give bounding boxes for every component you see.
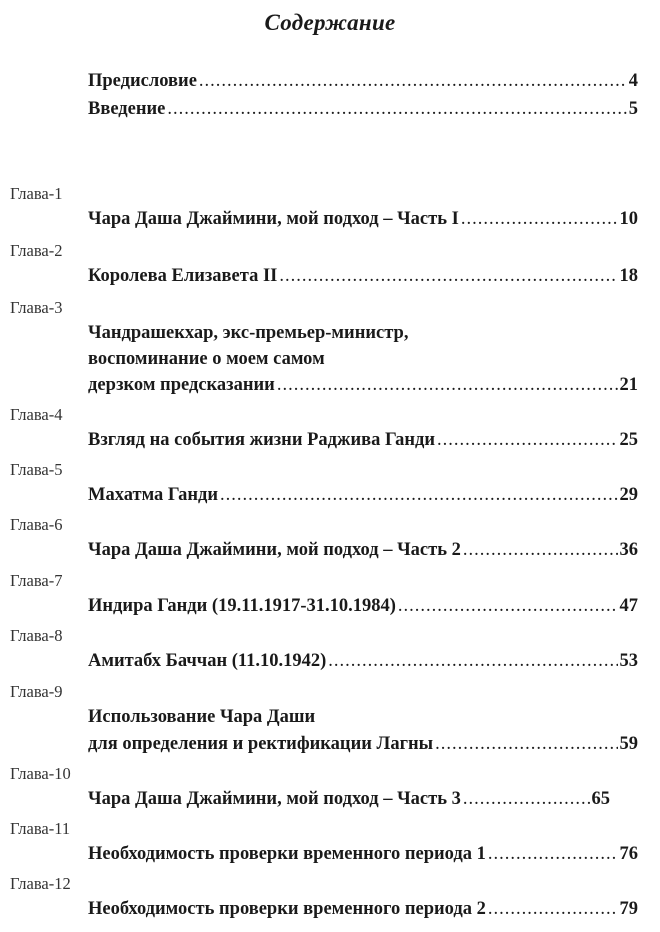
dot-leader bbox=[277, 375, 618, 396]
toc-entry-chapter-8 bbox=[88, 651, 638, 672]
chapter-label: Глава-7 bbox=[10, 571, 63, 590]
dot-leader bbox=[461, 209, 618, 230]
toc-entry-title: Королева Елизавета II bbox=[88, 266, 278, 286]
toc-entry-title: Необходимость проверки временного периода 1 bbox=[88, 844, 486, 864]
toc-entry-chapter-7 bbox=[88, 596, 638, 617]
toc-entry-chapter-10 bbox=[88, 789, 610, 810]
toc-entry-title: Чара Даша Джаймини, мой подход – Часть I bbox=[88, 209, 459, 229]
toc-entry-chapter-2 bbox=[88, 266, 638, 287]
dot-leader bbox=[279, 266, 617, 287]
chapter-label: Глава-1 bbox=[10, 184, 63, 203]
chapter-label: Глава-9 bbox=[10, 682, 63, 701]
page-title: Содержание bbox=[264, 10, 396, 35]
toc-entry-page: 65 bbox=[591, 789, 610, 809]
chapter-label: Глава-8 bbox=[10, 626, 63, 645]
toc-entry-title: Введение bbox=[88, 99, 166, 119]
dot-leader bbox=[199, 71, 627, 92]
toc-entry-page: 18 bbox=[619, 266, 638, 286]
chapter-label: Глава-3 bbox=[10, 298, 63, 317]
dot-leader bbox=[488, 844, 618, 865]
toc-entry-preface bbox=[88, 71, 638, 92]
toc-entry-page: 79 bbox=[619, 899, 638, 919]
toc-entry-page: 47 bbox=[619, 596, 638, 616]
toc-entry-chapter-6 bbox=[88, 540, 638, 561]
toc-entry-page: 5 bbox=[628, 99, 638, 119]
chapter-label: Глава-6 bbox=[10, 515, 63, 534]
dot-leader bbox=[398, 596, 618, 617]
toc-entry-page: 10 bbox=[619, 209, 638, 229]
toc-entry-title: Махатма Ганди bbox=[88, 485, 218, 505]
toc-entry-introduction bbox=[88, 99, 638, 120]
toc-entry-chapter-1 bbox=[88, 209, 638, 230]
chapter-label: Глава-4 bbox=[10, 405, 63, 424]
dot-leader bbox=[435, 734, 617, 755]
toc-entry-page: 53 bbox=[619, 651, 638, 671]
dot-leader bbox=[328, 651, 617, 672]
toc-entry-title: Предисловие bbox=[88, 71, 197, 91]
toc-entry-chapter-11 bbox=[88, 844, 638, 865]
toc-entry-title: Необходимость проверки временного периода 2 bbox=[88, 899, 486, 919]
toc-entry-chapter-4 bbox=[88, 430, 638, 451]
dot-leader bbox=[167, 99, 626, 120]
toc-entry-title: дерзком предсказании bbox=[88, 375, 275, 395]
toc-entry-page: 21 bbox=[619, 375, 638, 395]
dot-leader bbox=[488, 899, 618, 920]
toc-entry-page: 25 bbox=[619, 430, 638, 450]
toc-entry-page: 29 bbox=[619, 485, 638, 505]
dot-leader bbox=[220, 485, 618, 506]
toc-entry-title-line: воспоминание о моем самом bbox=[88, 349, 325, 369]
toc-entry-page: 59 bbox=[619, 734, 638, 754]
toc-entry-chapter-5 bbox=[88, 485, 638, 506]
toc-entry-title: Амитабх Баччан (11.10.1942) bbox=[88, 651, 327, 671]
toc-entry-title-line: Чандрашекхар, экс-премьер-министр, bbox=[88, 323, 409, 343]
toc-entry-title-line: Использование Чара Даши bbox=[88, 707, 316, 727]
chapter-label: Глава-12 bbox=[10, 874, 71, 893]
toc-entry-title: Взгляд на события жизни Раджива Ганди bbox=[88, 430, 436, 450]
toc-entry-page: 4 bbox=[628, 71, 638, 91]
chapter-label: Глава-10 bbox=[10, 764, 71, 783]
toc-entry-title: Чара Даша Джаймини, мой подход – Часть 3 bbox=[88, 789, 461, 809]
toc-entry-chapter-12 bbox=[88, 899, 638, 920]
chapter-label: Глава-5 bbox=[10, 460, 63, 479]
dot-leader bbox=[463, 540, 618, 561]
dot-leader bbox=[463, 789, 590, 810]
dot-leader bbox=[437, 430, 617, 451]
toc-entry-chapter-9 bbox=[88, 734, 638, 755]
toc-entry-title: Индира Ганди (19.11.1917-31.10.1984) bbox=[88, 596, 396, 616]
toc-entry-page: 76 bbox=[619, 844, 638, 864]
toc-entry-page: 36 bbox=[619, 540, 638, 560]
toc-entry-chapter-3 bbox=[88, 375, 638, 396]
chapter-label: Глава-11 bbox=[10, 819, 71, 838]
toc-entry-title: для определения и ректификации Лагны bbox=[88, 734, 434, 754]
chapter-label: Глава-2 bbox=[10, 241, 63, 260]
toc-entry-title: Чара Даша Джаймини, мой подход – Часть 2 bbox=[88, 540, 461, 560]
